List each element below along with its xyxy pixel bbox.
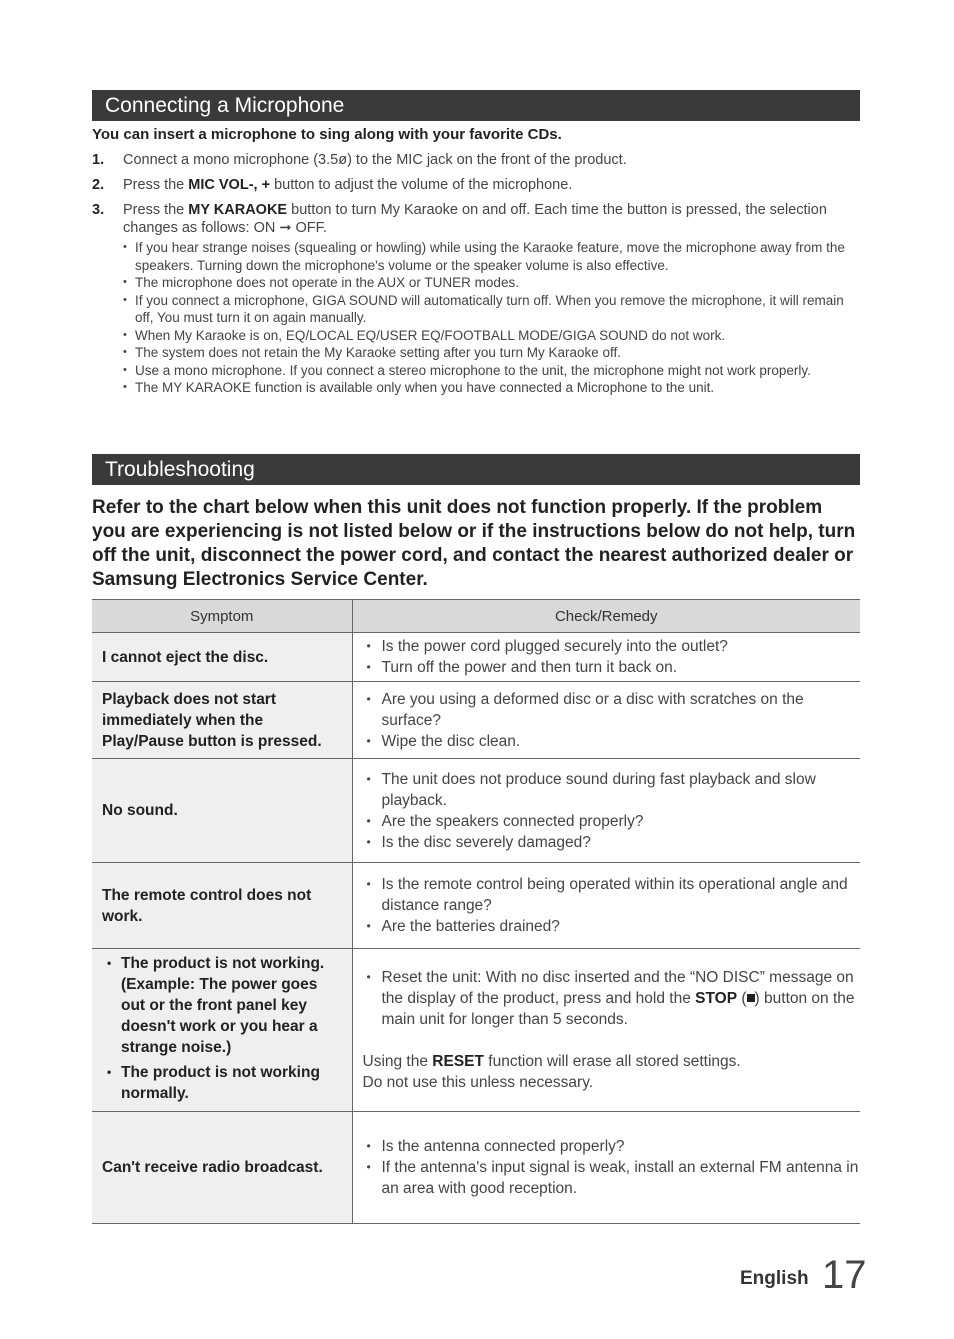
remedy-item: • Wipe the disc clean.	[363, 731, 861, 752]
remedy-item: • Are the batteries drained?	[363, 916, 861, 937]
symptom-header: Symptom	[92, 600, 352, 633]
step-text: Press the MY KARAOKE button to turn My Karaoke on and off. Each time the button is pressed, the selection changes as follows: ON ➞ OFF. • If you hear strange noises (squealing or howling) while using the Karaoke feature, move the microphone away from the speakers. Turning down the microphone's volume or the speaker volume is also effective. • The microphone does not operate in the AUX or TUNER modes. • If you connect a microphone, GIGA SOUND will automatically turn off. When you remove the microphone, it will remain off, You must turn it on again manually. • When My Karaoke is on, EQ/LOCAL EQ/USER EQ/FOOTBALL MODE/GIGA SOUND do not work. • The system does not retain the My Karaoke setting after you turn My Karaoke off. • Use a mono microphone. If you connect a stereo microphone to the unit, the microphone might not work properly. • The MY KARAOKE function is available only when you have connected a Microphone to the unit.	[123, 201, 860, 397]
symptom-item: • The product is not working normally.	[102, 1062, 342, 1104]
step-text: Connect a mono microphone (3.5ø) to the MIC jack on the front of the product.	[123, 152, 627, 168]
symptom-cell: I cannot eject the disc.	[92, 633, 352, 682]
symptom-cell: The remote control does not work.	[92, 863, 352, 949]
remedy-item: • Is the power cord plugged securely into the outlet?	[363, 636, 861, 657]
reset-note: Using the RESET function will erase all stored settings.	[362, 1053, 741, 1070]
remedy-item: • Reset the unit: With no disc inserted and the “NO DISC” message on the display of the product, press and hold the STOP ( ) button on the main unit for longer than 5 seconds.	[363, 967, 861, 1030]
note-item: • The system does not retain the My Karaoke setting after you turn My Karaoke off.	[123, 344, 860, 362]
note-item: • The MY KARAOKE function is available only when you have connected a Microphone to the unit.	[123, 379, 860, 397]
table-row	[92, 759, 860, 863]
note-item: • If you connect a microphone, GIGA SOUND will automatically turn off. When you remove the microphone, it will remain off, You must turn it on again manually.	[123, 292, 860, 327]
section-title-microphone: Connecting a Microphone	[92, 90, 860, 121]
table-row	[92, 949, 860, 1112]
step-number: 2.	[92, 177, 105, 193]
remedy-item: • Is the disc severely damaged?	[363, 832, 861, 853]
table-row	[92, 633, 860, 682]
note-item: • The microphone does not operate in the AUX or TUNER modes.	[123, 274, 860, 292]
microphone-intro: You can insert a microphone to sing along with your favorite CDs.	[92, 126, 562, 143]
section-title-troubleshooting: Troubleshooting	[92, 454, 860, 485]
table-row	[92, 682, 860, 759]
page-number: 17	[822, 1253, 867, 1297]
step-1	[92, 151, 860, 169]
table-header-row	[92, 600, 860, 633]
note-item: • When My Karaoke is on, EQ/LOCAL EQ/USER EQ/FOOTBALL MODE/GIGA SOUND do not work.	[123, 327, 860, 345]
note-item: • If you hear strange noises (squealing or howling) while using the Karaoke feature, move the microphone away from the speakers. Turning down the microphone's volume or the speaker volume is also effective.	[123, 239, 860, 274]
symptom-cell: Can't receive radio broadcast.	[92, 1112, 352, 1224]
remedy-cell	[352, 863, 860, 949]
reset-warning: Do not use this unless necessary.	[362, 1074, 594, 1091]
symptom-item: • The product is not working. (Example: The power goes out or the front panel key doesn't work or you hear a strange noise.)	[102, 953, 342, 1058]
remedy-item: • Is the remote control being operated within its operational angle and distance range?	[363, 874, 861, 916]
remedy-item: • Are the speakers connected properly?	[363, 811, 861, 832]
remedy-item: • Are you using a deformed disc or a disc with scratches on the surface?	[363, 689, 861, 731]
remedy-cell	[352, 1112, 860, 1224]
remedy-item: • Turn off the power and then turn it back on.	[363, 657, 861, 678]
remedy-cell	[352, 682, 860, 759]
remedy-cell	[352, 633, 860, 682]
remedy-cell	[352, 759, 860, 863]
step-number: 3.	[92, 202, 105, 218]
karaoke-notes	[123, 239, 860, 397]
symptom-cell: No sound.	[92, 759, 352, 863]
step-2	[92, 176, 860, 194]
step-number: 1.	[92, 152, 105, 168]
footer-language: English	[740, 1268, 809, 1289]
symptom-cell	[92, 949, 352, 1112]
troubleshooting-table	[92, 599, 860, 1224]
table-row	[92, 1112, 860, 1224]
remedy-cell	[352, 949, 860, 1112]
note-item: • Use a mono microphone. If you connect a stereo microphone to the unit, the microphone might not work properly.	[123, 362, 860, 380]
troubleshooting-lead: Refer to the chart below when this unit does not function properly. If the problem you are experiencing is not listed below or if the instructions below do not help, turn off the unit, disconnect the power cord, and contact the nearest authorized dealer or Samsung Electronics Service Center.	[92, 497, 856, 590]
remedy-item: • Is the antenna connected properly?	[363, 1136, 861, 1157]
remedy-item: • The unit does not produce sound during fast playback and slow playback.	[363, 769, 861, 811]
step-3	[92, 201, 860, 397]
step-text: Press the MIC VOL-, + button to adjust the volume of the microphone.	[123, 177, 573, 193]
stop-square-icon	[747, 994, 755, 1002]
table-row	[92, 863, 860, 949]
symptom-cell: Playback does not start immediately when the Play/Pause button is pressed.	[92, 682, 352, 759]
microphone-steps	[92, 151, 860, 404]
remedy-header: Check/Remedy	[352, 600, 860, 633]
remedy-item: • If the antenna's input signal is weak, install an external FM antenna in an area with good reception.	[363, 1157, 861, 1199]
